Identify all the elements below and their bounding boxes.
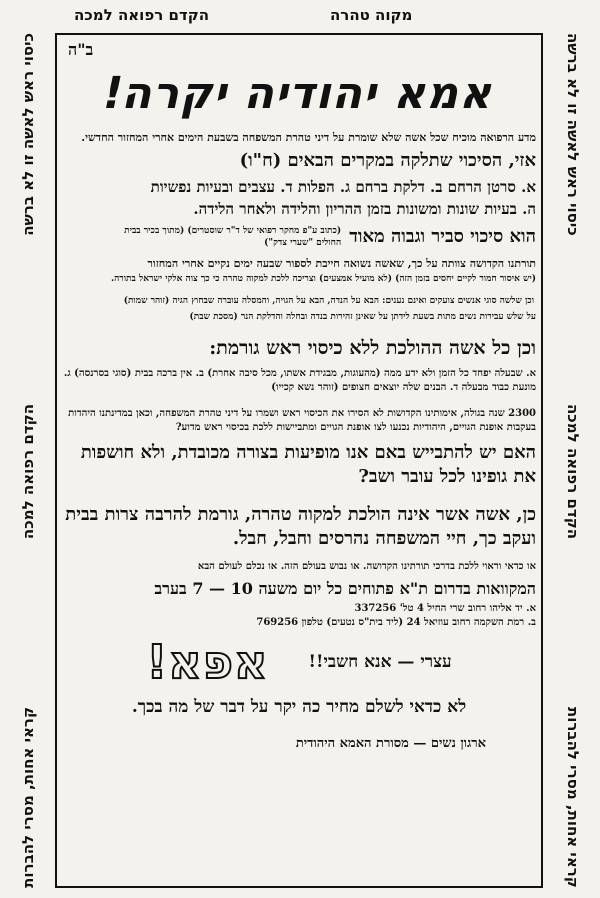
question-text: האם יש להתבייש באם אנו מופיעות בצורה מכובדת, ולא חושפות את גופינו לכל עובר ושב? [80,442,536,487]
right-border-text [553,33,593,888]
right-side-phrase-1: כיסוי ראש לאשה זו לא ברשה [564,33,582,236]
worth-it-line: או כדאי וראוי ללכת בדרכי תורתינו הקדושה. או נבוש בעולם הזה. או נכלם לעולם הבא [197,561,536,572]
three-things-note: וכן שלשה סוגי אנשים צועקים ואינם נענים: הבא על הנדה, הבא על הגויה, והמסלה עוברה שבחוץ הגיה (זוהר שמות) [123,296,534,306]
poster-body [62,40,536,764]
left-side-phrase-3: קראי אחות, מסרי להברות [19,707,37,888]
left-side-phrase-1: כיסוי ראש לאשה זו לא ברשה [19,33,37,236]
answer-text: כן, אשה אשר אינה הולכת למקוה טהרה, גורמת להרבה צרות בבית ועקב כך, חיי המשפחה נהרסים וחבל, חבל. [65,504,536,549]
right-side-phrase-2: הקדם רפואה למכה [564,403,582,539]
top-right-caption: מקוה טהרה [330,6,413,24]
right-side-phrase-3: קראי אחות, מסרי להברות [564,707,582,888]
apa-block [62,635,536,689]
bh-mark: ב"ה [68,40,94,59]
covering-title: וכן כל אשה ההולכת ללא כיסוי ראש גורמת: [209,337,536,359]
galut-paragraph: 2300 שנה בגולה, אימותינו הקדושות לא הסירו את הכיסוי ראש ושמרו על דיני טהרת המשפחה, וכאן במדינתנו היהדות בעקבות אופנת הגויים, היהודיות נכנעו לצו אופנת הגויים ומתביישות ללכת בכיסוי ראש מדוע? [68,408,536,433]
headline: אמא יהודיה יקרה! [97,68,501,119]
address-2: ב. רמת השקמה רחוב עוזיאל 24 (ליד בית"ס נטעים) טלפון 769256 [256,617,536,628]
diseases-line-2: ה. בעיות שונות ומשונות בזמן ההריון והלידה ולאחר הלידה. [193,200,536,218]
apa-subtitle: עצרי — אנא חשבי!! [308,652,452,672]
left-border-text [8,33,48,888]
final-line: לא כדאי לשלם מחיר כה יקר על דבר של מה בכך. [131,697,467,717]
torah-paragraph: תורתנו הקדושה צוותה על כך, שאשה נשואה חייבת לספור שבעה ימים נקיים אחרי המחזור [147,257,536,270]
risk-title: אזי, הסיכוי שתלקה במקרים הבאים (ח"ו) [239,150,536,171]
intro-text: מדע הרפואה מוכיח שכל אשה שלא שומרת על דיני טהרת המשפחה בשבעת הימים אחרי המחזור החדשי. [81,131,536,144]
source-note: (כתוב ע"פ מחקר רפואי של ד"ר שוסטרים) (מתוך בכיר בבית החולים "שערי צדק") [124,226,342,248]
covering-items: א. שבעלה יפחד כל הזמן ולא ידע ממה (מהעוגות, מבגידת אשתו, מכל סיבה אחרת) ב. אין ברכה בבית (סוגי בסרנסה) ג. מונעת כבוד מבעלה ד. הבנים שלה יוצאים חצופים (זוהר נשא קכייו) [63,368,536,393]
high-risk-text: הוא סיכוי סביר וגבוה מאוד [349,226,536,247]
torah-note: (יש איסור חמור לקיים יחסים בזמן הזה) (לא מועיל אמצעים) וצריכה ללכת למקוה טהרה כי כך צוה אלקי ישראל בתורה. [110,274,536,284]
footer-organization: ארגון נשים — מסורת האמא היהודית [295,736,486,751]
left-side-phrase-2: הקדם רפואה למכה [19,403,37,539]
address-1: א. יד אליהו רחוב שרי החיל 4 טל' 337256 [354,603,536,614]
mikvaot-hours: המקוואות בדרום ת"א פתוחים כל יום משעה 10 — 7 בערב [154,579,536,598]
top-left-caption: הקדם רפואה למכה [74,6,210,24]
apa-word: אפא! [146,635,269,689]
sins-note: על שלש עבירות נשים מתות בשעת לידתן על שאינן זהירות בנדה ובחלה והדלקת הנר (מסכת שבת) [189,312,536,322]
diseases-line-1: א. סרטן הרחם ב. דלקת ברחם ג. הפלות ד. עצבים ובעיות נפשיות [150,178,536,196]
